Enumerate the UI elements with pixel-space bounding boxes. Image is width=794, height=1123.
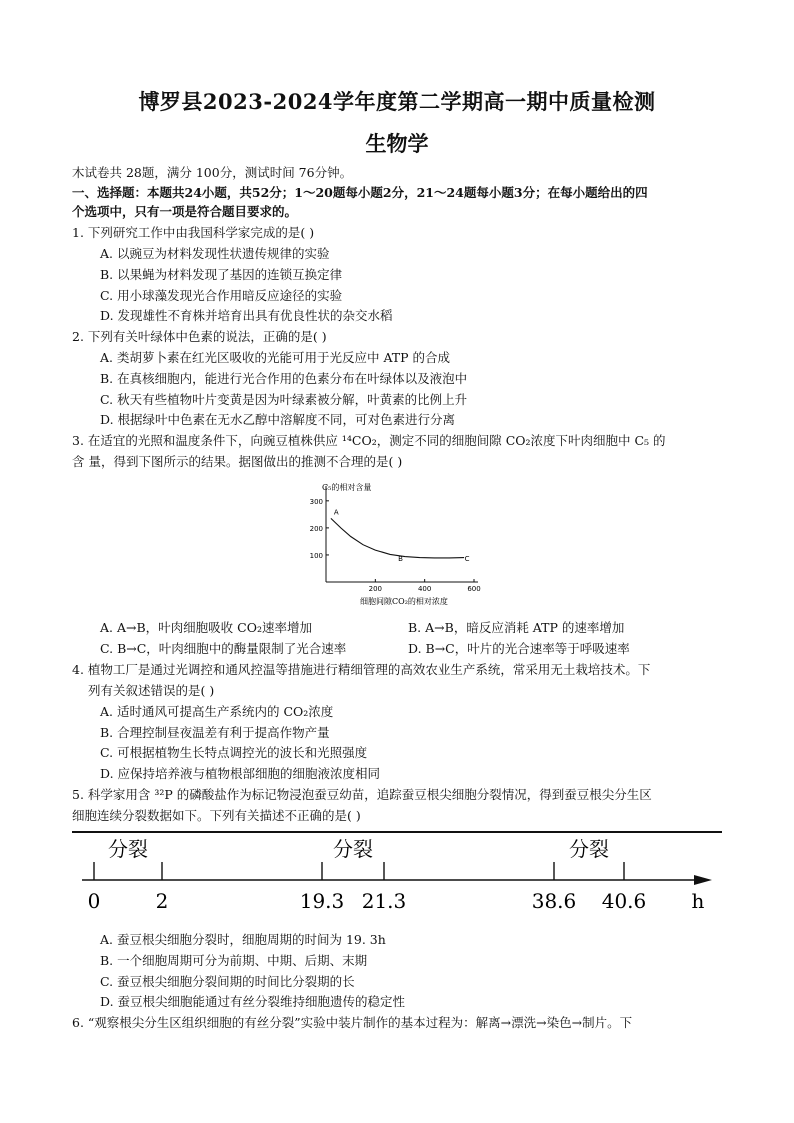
- point-label-c: C: [464, 554, 470, 563]
- q2-option-c: C. 秋天有些植物叶片变黄是因为叶绿素被分解，叶黄素的比例上升: [100, 392, 468, 407]
- x-tick-label: 200: [368, 585, 383, 593]
- cell-cycle-timeline: [72, 828, 722, 924]
- timeline-tick-label: 2: [155, 889, 169, 913]
- timeline-tick-label: 40.6: [601, 889, 647, 913]
- q1-option-b: B. 以果蝇为材料发现了基因的连锁互换定律: [100, 267, 343, 282]
- division-label: 分裂: [108, 837, 148, 861]
- division-label: 分裂: [569, 837, 609, 861]
- q3-option-c: C. B→C，叶肉细胞中的酶量限制了光合速率: [100, 641, 347, 656]
- q2-option-b: B. 在真核细胞内，能进行光合作用的色素分布在叶绿体以及液泡中: [100, 371, 468, 386]
- q3-option-d: D. B→C，叶片的光合速率等于呼吸速率: [408, 641, 630, 656]
- q4-stem-1: 4. 植物工厂是通过光调控和通风控温等措施进行精细管理的高效农业生产系统，常采用无土栽培技术。下: [72, 662, 651, 677]
- y-tick-label: 200: [309, 524, 323, 533]
- q4-option-b: B. 合理控制昼夜温差有利于提高作物产量: [100, 725, 330, 740]
- q4-option-c: C. 可根据植物生长特点调控光的波长和光照强度: [100, 745, 368, 760]
- q4-stem-2: 列有关叙述错误的是( ): [88, 683, 215, 698]
- q5-option-b: B. 一个细胞周期可分为前期、中期、后期、末期: [100, 953, 368, 968]
- x-tick-label: 600: [467, 585, 481, 593]
- q3-option-b: B. A→B，暗反应消耗 ATP 的速率增加: [408, 620, 625, 635]
- subject-title: 生物学: [365, 131, 429, 156]
- q3-stem-1: 3. 在适宜的光照和温度条件下，向豌豆植株供应 ¹⁴CO₂，测定不同的细胞间隙 CO₂浓度下叶肉细胞中 C₅ 的: [72, 433, 666, 448]
- section-heading-1: 一、选择题：本题共24小题，共52分；1～20题每小题2分，21～24题每小题3分；在每小题给出的四: [72, 185, 648, 200]
- point-label-a: A: [333, 508, 339, 517]
- timeline-tick-label: 19.3: [299, 889, 345, 913]
- timeline-tick-label: 21.3: [361, 889, 407, 913]
- q5-option-c: C. 蚕豆根尖细胞分裂间期的时间比分裂期的长: [100, 974, 355, 989]
- q5-stem-2: 细胞连续分裂数据如下。下列有关描述不正确的是( ): [72, 808, 361, 823]
- q6-stem-1: 6. “观察根尖分生区组织细胞的有丝分裂”实验中装片制作的基本过程为：解离→漂洗→染色→制片。下: [72, 1015, 633, 1030]
- q1-option-d: D. 发现雄性不育株并培育出具有优良性状的杂交水稻: [100, 308, 393, 323]
- q2-option-d: D. 根据绿叶中色素在无水乙醇中溶解度不同，可对色素进行分离: [100, 412, 456, 427]
- y-tick-label: 300: [309, 497, 323, 506]
- timeline-tick-label: 38.6: [531, 889, 577, 913]
- c5-chart: [300, 478, 500, 610]
- q2-option-a: A. 类胡萝卜素在红光区吸收的光能可用于光反应中 ATP 的合成: [100, 350, 451, 365]
- page-title: 博罗县2023-2024学年度第二学期高一期中质量检测: [138, 89, 656, 114]
- q3-option-a: A. A→B，叶肉细胞吸收 CO₂速率增加: [100, 620, 312, 635]
- chart-title: C₅的相对含量: [322, 483, 372, 492]
- q5-option-d: D. 蚕豆根尖细胞能通过有丝分裂维持细胞遗传的稳定性: [100, 994, 406, 1009]
- q4-option-d: D. 应保持培养液与植物根部细胞的细胞液浓度相同: [100, 766, 381, 781]
- y-tick-label: 100: [309, 551, 323, 560]
- q5-option-a: A. 蚕豆根尖细胞分裂时，细胞周期的时间为 19. 3h: [100, 932, 386, 947]
- q1-option-a: A. 以豌豆为材料发现性状遗传规律的实验: [100, 246, 330, 261]
- timeline-arrow: [694, 875, 712, 885]
- timeline-tick-label: 0: [87, 889, 101, 913]
- section-heading-2: 个选项中，只有一项是符合题目要求的。: [72, 204, 298, 219]
- point-label-b: B: [398, 554, 403, 563]
- x-axis-label: 细胞间隙CO₂的相对浓度: [360, 597, 448, 606]
- q2-stem: 2. 下列有关叶绿体中色素的说法，正确的是( ): [72, 329, 327, 344]
- x-tick-label: 400: [417, 585, 432, 593]
- timeline-unit: h: [691, 889, 705, 913]
- q3-stem-2: 含 量，得到下图所示的结果。据图做出的推测不合理的是( ): [72, 454, 403, 469]
- c5-series-line: [331, 518, 464, 558]
- q1-stem: 1. 下列研究工作中由我国科学家完成的是( ): [72, 225, 315, 240]
- q5-stem-1: 5. 科学家用含 ³²P 的磷酸盐作为标记物浸泡蚕豆幼苗，追踪蚕豆根尖细胞分裂情况，得到蚕豆根尖分生区: [72, 787, 652, 802]
- exam-info: 木试卷共 28题，满分 100分，测试时间 76分钟。: [72, 165, 353, 180]
- division-label: 分裂: [333, 837, 373, 861]
- q4-option-a: A. 适时通风可提高生产系统内的 CO₂浓度: [100, 704, 334, 719]
- q1-option-c: C. 用小球藻发现光合作用暗反应途径的实验: [100, 288, 343, 303]
